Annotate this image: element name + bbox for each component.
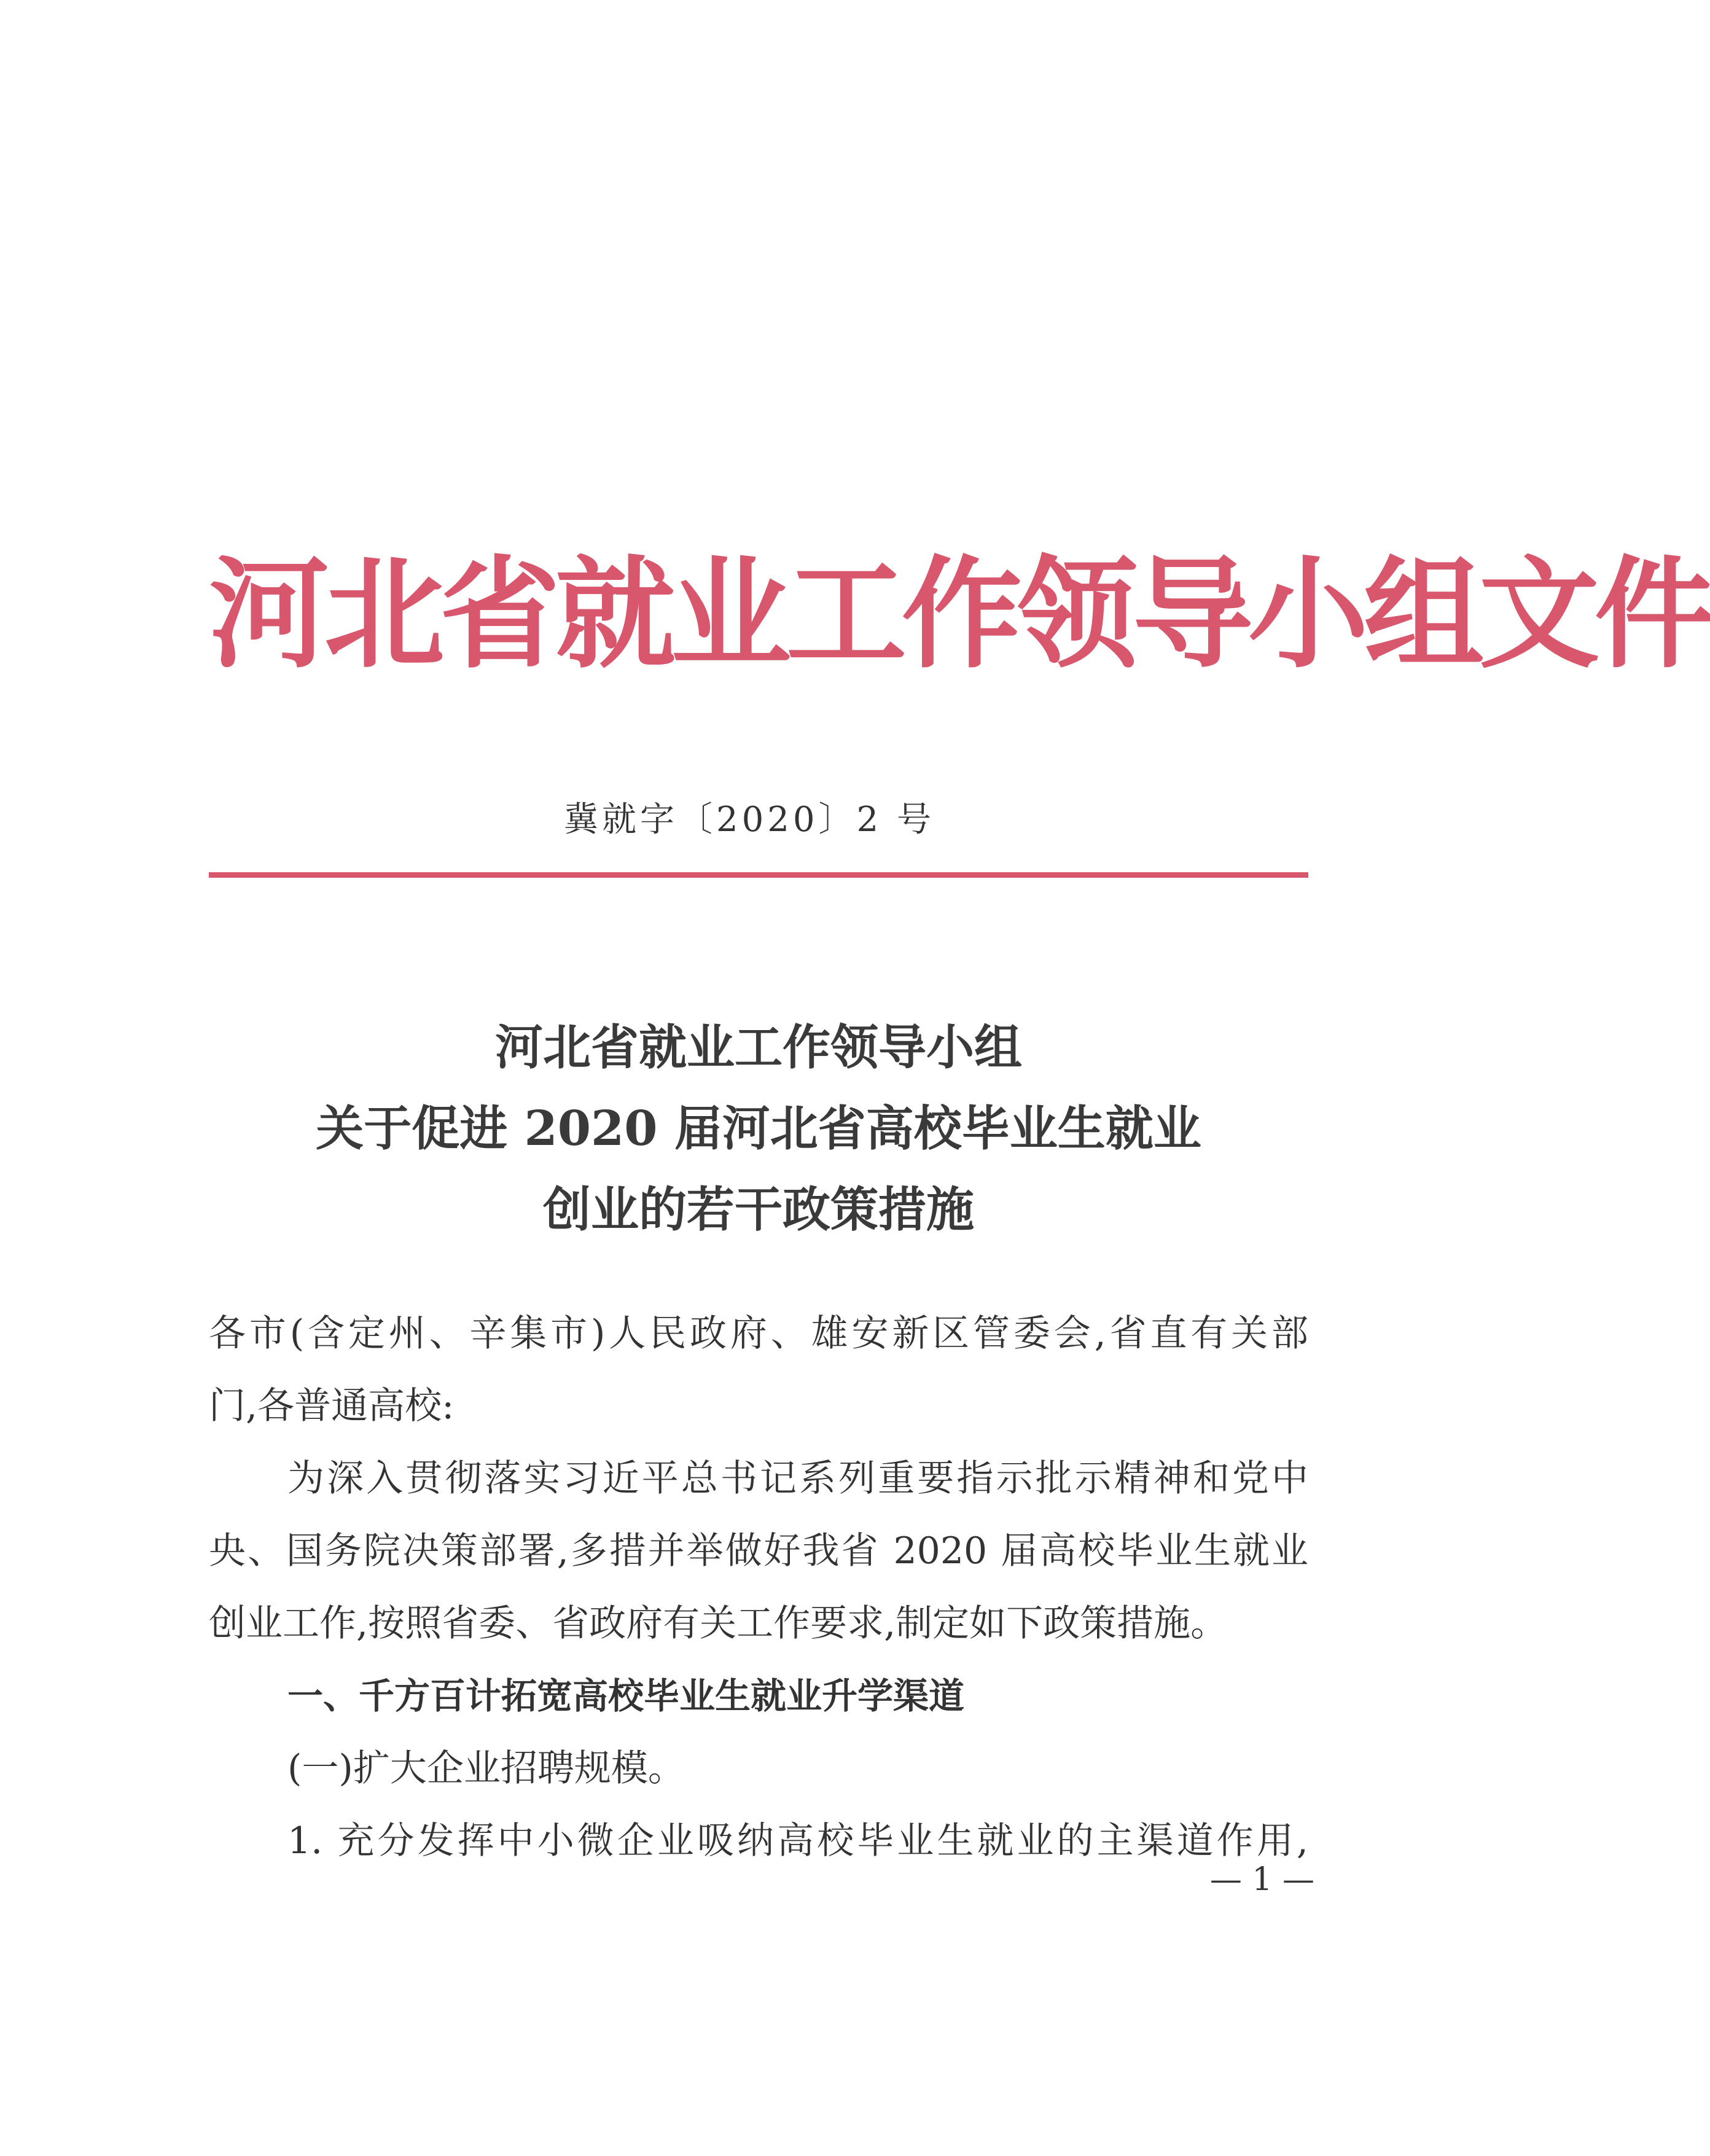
- intro-line: 为深入贯彻落实习近平总书记系列重要指示批示精神和党中: [287, 1457, 1308, 1500]
- paragraph-line: 1. 充分发挥中小微企业吸纳高校毕业生就业的主渠道作用,: [287, 1819, 1308, 1862]
- salutation-line: 各市(含定州、辛集市)人民政府、雄安新区管委会,省直有关部: [209, 1312, 1308, 1355]
- title-line: 关于促进 2020 届河北省高校毕业生就业: [316, 1101, 1201, 1157]
- intro-line: 央、国务院决策部署,多措并举做好我省 2020 届高校毕业生就业: [209, 1529, 1308, 1572]
- document-number: 冀就字〔2020〕2 号: [564, 800, 935, 840]
- section-heading: 一、千方百计拓宽高校毕业生就业升学渠道: [287, 1675, 965, 1717]
- title-line: 创业的若干政策措施: [542, 1182, 974, 1238]
- red-divider: [209, 872, 1308, 878]
- document-title: [209, 1007, 1308, 1251]
- salutation-line: 门,各普通高校:: [209, 1385, 455, 1428]
- title-line: 河北省就业工作领导小组: [494, 1020, 1022, 1076]
- page-number: — 1 —: [1209, 1861, 1314, 1898]
- masthead-title: 河北省就业工作领导小组文件: [209, 544, 1710, 685]
- subsection-heading: (一)扩大企业招聘规模。: [287, 1747, 685, 1790]
- intro-line: 创业工作,按照省委、省政府有关工作要求,制定如下政策措施。: [209, 1602, 1228, 1645]
- document-body: [209, 1297, 1308, 1877]
